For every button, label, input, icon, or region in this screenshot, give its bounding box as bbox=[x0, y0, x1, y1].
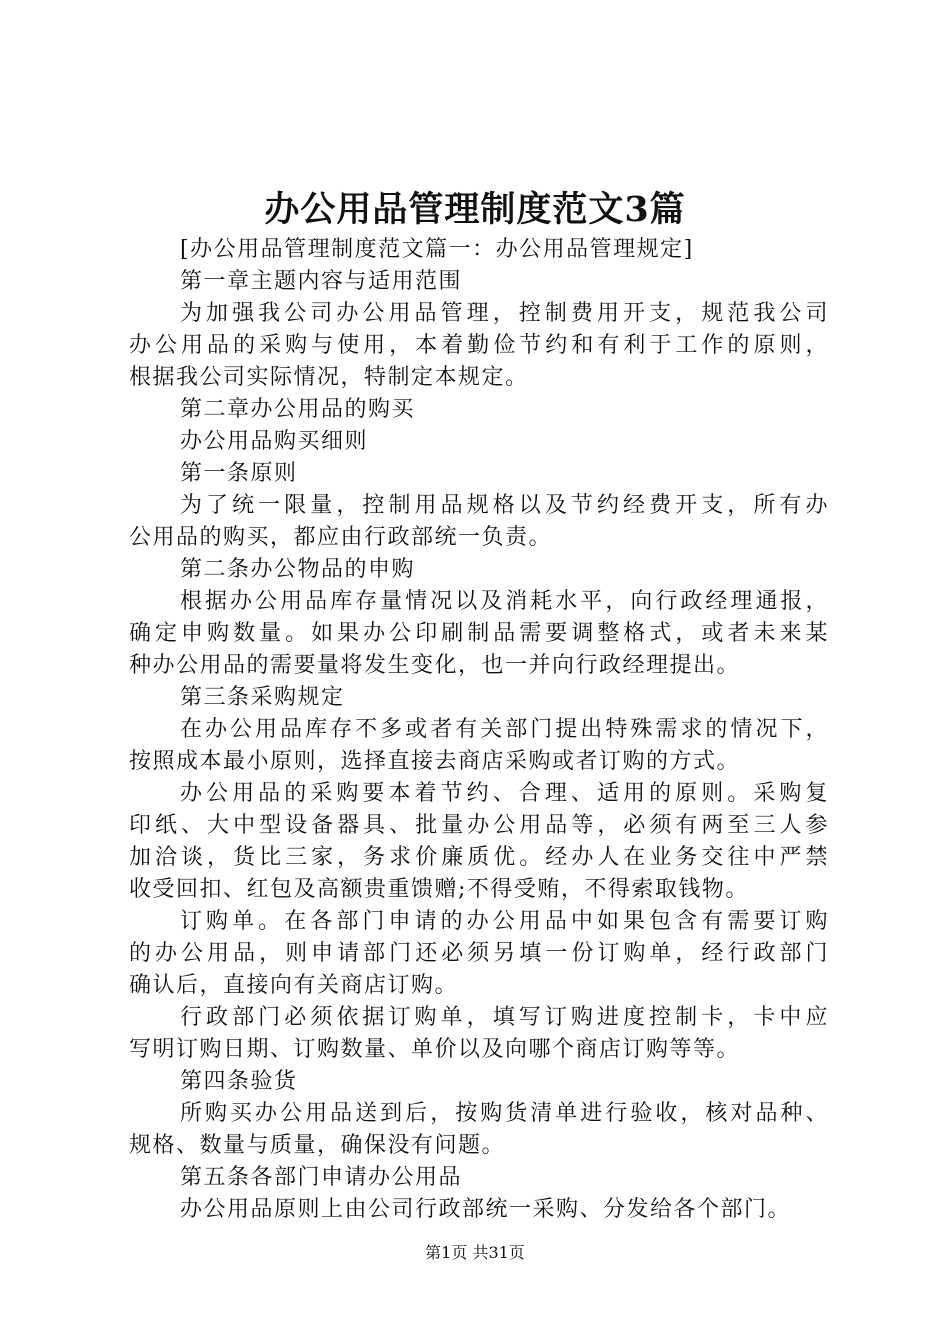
text-line: 办公用品的采购与使用，本着勤俭节约和有利于工作的原则， bbox=[129, 333, 829, 358]
text-line: 加洽谈，货比三家，务求价廉质优。经办人在业务交往中严禁 bbox=[129, 845, 829, 870]
text-line: 办公用品原则上由公司行政部统一采购、分发给各个部门。 bbox=[180, 1197, 792, 1222]
document-body bbox=[129, 234, 829, 1226]
text-line: 为了统一限量，控制用品规格以及节约经费开支，所有办 bbox=[180, 493, 829, 518]
text-line: 办公用品购买细则 bbox=[180, 429, 369, 454]
text-line: 为加强我公司办公用品管理，控制费用开支，规范我公司 bbox=[180, 301, 829, 326]
text-line: [办公用品管理制度范文篇一：办公用品管理规定] bbox=[180, 237, 694, 262]
text-line: 第一章主题内容与适用范围 bbox=[180, 269, 463, 294]
text-line: 行政部门必须依据订购单，填写订购进度控制卡，卡中应 bbox=[180, 1005, 829, 1030]
text-line: 订购单。在各部门申请的办公用品中如果包含有需要订购 bbox=[180, 909, 829, 934]
text-line: 公用品的购买，都应由行政部统一负责。 bbox=[129, 525, 553, 550]
text-line: 所购买办公用品送到后，按购货清单进行验收，核对品种、 bbox=[180, 1101, 829, 1126]
text-line: 确认后，直接向有关商店订购。 bbox=[129, 973, 459, 998]
text-line: 第四条验货 bbox=[180, 1069, 298, 1094]
text-line: 规格、数量与质量，确保没有问题。 bbox=[129, 1133, 506, 1158]
text-line: 根据我公司实际情况，特制定本规定。 bbox=[129, 365, 529, 390]
text-line: 第三条采购规定 bbox=[180, 685, 345, 710]
text-line: 种办公用品的需要量将发生变化，也一并向行政经理提出。 bbox=[129, 653, 741, 678]
document-title: 办公用品管理制度范文3篇 bbox=[264, 189, 686, 230]
text-line: 的办公用品，则申请部门还必须另填一份订购单，经行政部门 bbox=[129, 941, 829, 966]
text-line: 第五条各部门申请办公用品 bbox=[180, 1165, 463, 1190]
text-line: 第一条原则 bbox=[180, 461, 298, 486]
text-line: 办公用品的采购要本着节约、合理、适用的原则。采购复 bbox=[180, 781, 829, 806]
text-line: 收受回扣、红包及高额贵重馈赠;不得受贿，不得索取钱物。 bbox=[129, 877, 749, 902]
text-line: 印纸、大中型设备器具、批量办公用品等，必须有两至三人参 bbox=[129, 813, 829, 838]
text-line: 按照成本最小原则，选择直接去商店采购或者订购的方式。 bbox=[129, 749, 741, 774]
text-line: 写明订购日期、订购数量、单价以及向哪个商店订购等等。 bbox=[129, 1037, 741, 1062]
text-line: 确定申购数量。如果办公印刷制品需要调整格式，或者未来某 bbox=[129, 621, 829, 646]
text-line: 第二条办公物品的申购 bbox=[180, 557, 416, 582]
text-line: 在办公用品库存不多或者有关部门提出特殊需求的情况下， bbox=[180, 717, 829, 742]
text-line: 根据办公用品库存量情况以及消耗水平，向行政经理通报， bbox=[180, 589, 829, 614]
text-line: 第二章办公用品的购买 bbox=[180, 397, 416, 422]
page-footer: 第1页 共31页 bbox=[425, 1243, 525, 1262]
